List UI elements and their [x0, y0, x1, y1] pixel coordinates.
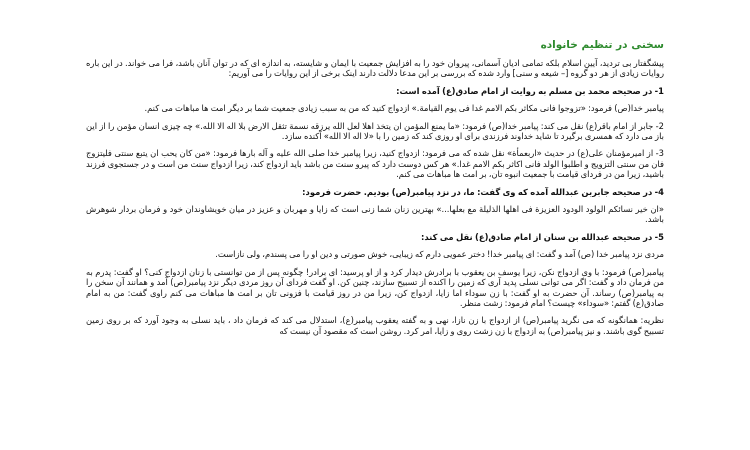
section-heading-p4-head: 4- در صحیحه جابربن عبدالله آمده که وی گفت: ما، در نزد پیامبر(ص) بودیم. حضرت فرمود: [302, 186, 664, 197]
document-title: سخنی در تنظیم خانواده [540, 39, 664, 51]
paragraph-p5-body: مردی نزد پیامبر خدا (ص) آمد و گفت: ای پیامبر خدا! دختر عمویی دارم که زیبایی، خوش صورتی و دین او را می پسندم، ولی نازاست. [215, 249, 664, 260]
paragraph-p1-body: پیامبر خدا(ص) فرمود: «تزوجوا فانی مکاثر بکم الامم غدا فی یوم القیامة.» ازدواج کنید که من به سبب زیادی جمعیت شما بر دیگر امت ها مباهات می کنم. [144, 103, 664, 114]
paragraph-intro: پیشگفتار بی تردید، آیین اسلام بلکه تمامی ادیان آسمانی، پیروان خود را به افزایش جمعیت با ایمان و شایسته، به اندازه ای که در توان آنان باشد، فرا می خواند. در این باره روایات زیادی از هر دو گروه [– شیعه و سنی] وارد شده که بررسی بر این مدعا دلالت دارند اینک برخی از این روایات را می آوریم: [86, 58, 664, 79]
paragraph-p7: نظریه: همانگونه که می نگرید پیامبر(ص) از ازدواج با زن نازا، نهی و به گفته یعقوب پیامبر(ع)، استدلال می کند که فرمان داد ، باید نسلی به وجود آورد که بر روی زمین تسبیح گوی باشند. و نیز پیامبر(ص) به ازدواج با زن زشت روی و زایا، امر کرد. روشن است که مقصود آن نیست که [86, 315, 664, 336]
paragraph-p2: 2- جابر از امام باقر(ع) نقل می کند: پیامبر خدا(ص) فرمود: «ما یمنع المؤمن ان یتخذ اهلا لعل الله یرزقه نسمة تثقل الارض بلا اله الا الله.» چه چیزی انسان مؤمن را از این باز می دارد که همسری برگیرد تا شاید خداوند فرزندی برای او روزی کند که زمین را با «لا اله الا الله» آکنده سازد. [86, 120, 664, 142]
paragraph-p6: پیامبر(ص) فرمود: با وی ازدواج نکن، زیرا یوسف بن یعقوب با برادرش دیدار کرد و از او پرسید: ای برادر! چگونه پس از من توانستی با زنان ازدواج کنی؟ او گفت: پدرم به من فرمان داد و گفت: اگر می توانی نسلی پدید آری که زمین را اکنده از تسبیح سازند، چنین کن. او گفت فردای آن روز مردی دیگر نزد پیامبر(ص) آمد و همانند آن سخن را به پیامبر(ص) رساند. آن حضرت به او گفت: با زن سوداء اما زایا، ازدواج کن، زیرا من در روز قیامت با فزونی تان بر امت ها مباهات می کنم راوی گفت: من به امام صادق(ع) گفتم: «سوداء» چیست؟ امام فرمود: زشت منظر. [86, 266, 664, 308]
section-heading-p1-head: 1- در صحیحه محمد بن مسلم به روایت از امام صادق(ع) آمده است: [396, 85, 664, 96]
paragraph-p3: 3- از امیرمؤمنان علی(ع) در حدیث «اربعمأة» نقل شده که می فرمود: ازدواج کنید، زیرا پیامبر خدا صلی الله علیه و آله بارها فرمود: «من کان یحب ان یتبع سنتی فلیتزوج فان من سنتی التزویج و اطلبوا الولد فانی اکاثر بکم الامم غدا.» هر کس دوست دارد که پیرو سنت من باشد باید ازدواج کند، زیرا ازدواج سنت من است و در جستجوی فرزند باشید، زیرا من در فردای قیامت با جمعیت انبوه تان، بر امت ها مباهات می کنم. [86, 148, 664, 180]
paragraph-p4-body: «ان خیر نسائکم الولود الودود العزیزة فی اهلها الذلیلة مع بعلها...» بهترین زنان شما زنی است که زایا و مهربان و عزیز در میان خویشاوندان خود و فرمان بردار شوهرش باشد. [86, 204, 664, 225]
section-heading-p5-head: 5- در صحیحه عبدالله بن سنان از امام صادق(ع) نقل می کند: [421, 231, 664, 242]
document-body [86, 58, 664, 336]
